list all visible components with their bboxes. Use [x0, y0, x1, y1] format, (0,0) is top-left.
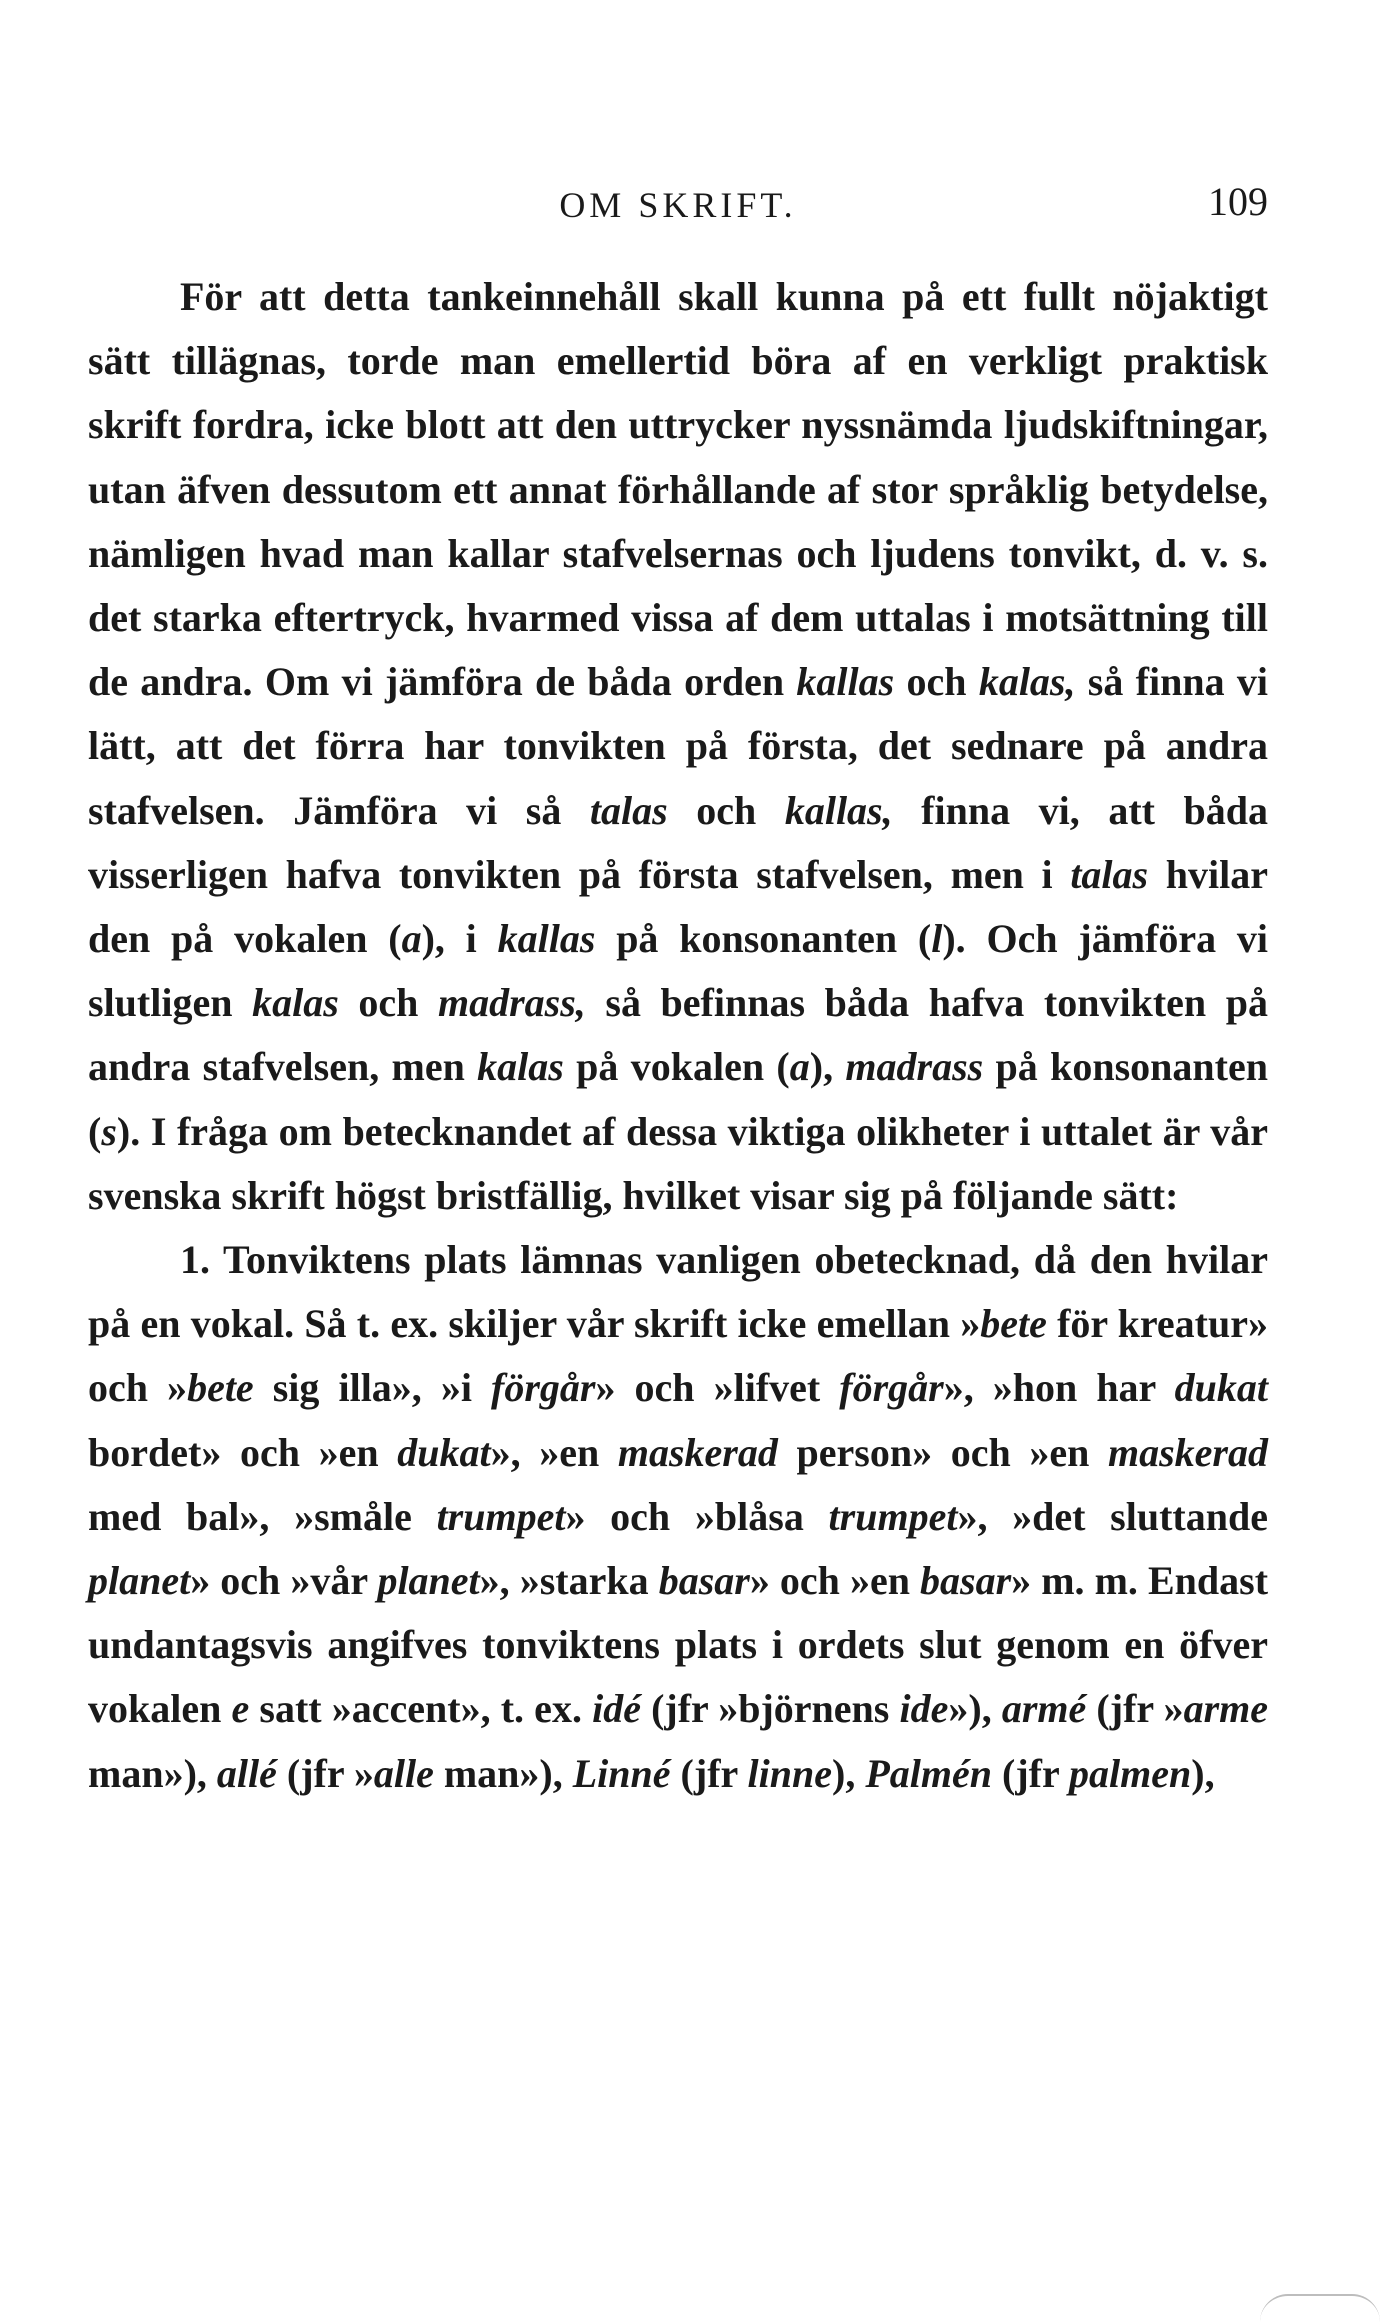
- text-run: För att detta tankeinnehåll skall kunna på ett fullt nöjaktigt sätt tillägnas, torde man emellertid böra af en verkligt praktisk skrift fordra, icke blott att den uttrycker nyssnämda ljudskiftningar, utan äfven dessutom ett annat förhållande af stor språklig betydelse, nämligen hvad man kallar stafvelsernas och ljudens tonvikt, d. v. s. det starka eftertryck, hvarmed vissa af dem uttalas i motsättning till de andra. Om vi jämföra de båda orden: [88, 274, 1268, 705]
- italic-term: talas: [1070, 851, 1149, 897]
- text-run: ), i: [421, 916, 498, 962]
- italic-term: alle: [373, 1750, 434, 1796]
- text-run: man»),: [433, 1750, 573, 1796]
- italic-term: idé: [592, 1686, 641, 1732]
- text-run: man»),: [88, 1750, 217, 1796]
- italic-term: dukat: [1174, 1365, 1269, 1411]
- text-run: på konsonanten (: [88, 1044, 1268, 1154]
- italic-term: linne: [747, 1750, 833, 1796]
- text-run: » och »vår: [190, 1558, 378, 1604]
- text-run: », »starka: [479, 1558, 659, 1604]
- text-run: » och »blåsa: [565, 1493, 829, 1539]
- italic-term: armé: [1001, 1686, 1087, 1732]
- italic-term: a: [789, 1044, 810, 1090]
- text-run: » och »en: [749, 1558, 920, 1604]
- italic-term: trumpet: [436, 1493, 566, 1539]
- italic-term: madrass,: [437, 980, 586, 1026]
- text-run: », »hon har: [943, 1365, 1175, 1411]
- italic-term: Palmén: [865, 1750, 993, 1796]
- italic-term: bete: [980, 1301, 1047, 1347]
- text-run: » m. m. Endast undantagsvis angifves tonviktens plats i ordets slut genom en öfver vokalen: [88, 1558, 1269, 1732]
- text-run: ),: [832, 1750, 866, 1796]
- italic-term: kallas: [796, 659, 895, 705]
- italic-term: a: [401, 916, 422, 962]
- italic-term: planet: [377, 1558, 480, 1604]
- italic-term: e: [231, 1686, 250, 1732]
- text-run: (jfr »: [1086, 1686, 1184, 1732]
- text-run: (jfr: [670, 1750, 748, 1796]
- text-run: ),: [809, 1044, 846, 1090]
- text-run: (jfr: [992, 1750, 1070, 1796]
- text-run: med bal», »småle: [88, 1493, 437, 1539]
- italic-term: ide: [899, 1686, 949, 1732]
- italic-term: dukat: [397, 1429, 491, 1475]
- italic-term: talas: [589, 787, 668, 833]
- italic-term: bete: [187, 1365, 254, 1411]
- text-run: bordet» och »en: [88, 1429, 398, 1475]
- text-run: ). Och jämföra vi slutligen: [88, 916, 1268, 1026]
- text-run: »),: [948, 1686, 1002, 1732]
- text-run: ). I fråga om betecknandet af dessa viktiga olikheter i uttalet är vår svenska skrift högst bristfällig, hvilket visar sig på följande sätt:: [88, 1108, 1268, 1218]
- italic-term: s: [101, 1108, 117, 1154]
- italic-term: basar: [658, 1558, 750, 1604]
- italic-term: basar: [920, 1558, 1012, 1604]
- text-run: finna vi, att båda visserligen hafva tonvikten på första stafvelsen, men i: [88, 787, 1269, 897]
- italic-term: kalas,: [978, 659, 1076, 705]
- italic-term: allé: [216, 1750, 277, 1796]
- text-run: så finna vi lätt, att det förra har tonvikten på första, det sednare på andra stafvelsen. Jämföra vi så: [88, 659, 1269, 833]
- italic-term: kalas: [477, 1044, 564, 1090]
- text-run: 1. Tonviktens plats lämnas vanligen obetecknad, då den hvilar på en vokal. Så t. ex. skiljer vår skrift icke emellan »: [88, 1237, 1268, 1347]
- italic-term: madrass: [845, 1044, 984, 1090]
- text-run: », »det sluttande: [957, 1493, 1268, 1539]
- text-run: », »en: [490, 1429, 618, 1475]
- paragraph-1: [88, 265, 1268, 1228]
- text-run: på vokalen (: [563, 1044, 790, 1090]
- italic-term: maskerad: [1108, 1429, 1268, 1475]
- text-run: person» och »en: [777, 1429, 1108, 1475]
- italic-term: arme: [1183, 1686, 1268, 1732]
- italic-term: kallas,: [784, 787, 893, 833]
- text-run: hvilar den på vokalen (: [88, 851, 1268, 962]
- body-text: [88, 265, 1268, 1806]
- text-run: sig illa», »i: [253, 1365, 492, 1411]
- text-run: för kreatur» och »: [88, 1301, 1269, 1411]
- text-run: och: [338, 980, 438, 1026]
- text-run: » och »lifvet: [595, 1365, 840, 1411]
- italic-term: kalas: [252, 980, 339, 1026]
- page-curl-decoration: [1260, 2294, 1380, 2322]
- text-run: och: [894, 659, 979, 705]
- text-run: (jfr »björnens: [640, 1686, 900, 1732]
- italic-term: l: [931, 916, 943, 962]
- page-number: 109: [1208, 179, 1268, 224]
- text-run: och: [667, 787, 785, 833]
- italic-term: Linné: [572, 1750, 671, 1796]
- italic-term: palmen: [1069, 1750, 1192, 1796]
- text-run: satt »accent», t. ex.: [249, 1686, 593, 1732]
- text-run: (jfr »: [276, 1750, 374, 1796]
- text-run: så befinnas båda hafva tonvikten på andra stafvelsen, men: [88, 980, 1268, 1090]
- italic-term: trumpet: [828, 1493, 958, 1539]
- paragraph-2: [88, 1228, 1268, 1806]
- italic-term: förgår: [491, 1365, 596, 1411]
- italic-term: maskerad: [617, 1429, 778, 1475]
- running-head: OM SKRIFT.: [559, 185, 797, 225]
- italic-term: planet: [88, 1558, 191, 1604]
- italic-term: kallas: [497, 916, 596, 962]
- italic-term: förgår: [839, 1365, 944, 1411]
- text-run: ),: [1191, 1750, 1215, 1796]
- page-header: [88, 178, 1268, 238]
- text-run: på konsonanten (: [595, 916, 932, 962]
